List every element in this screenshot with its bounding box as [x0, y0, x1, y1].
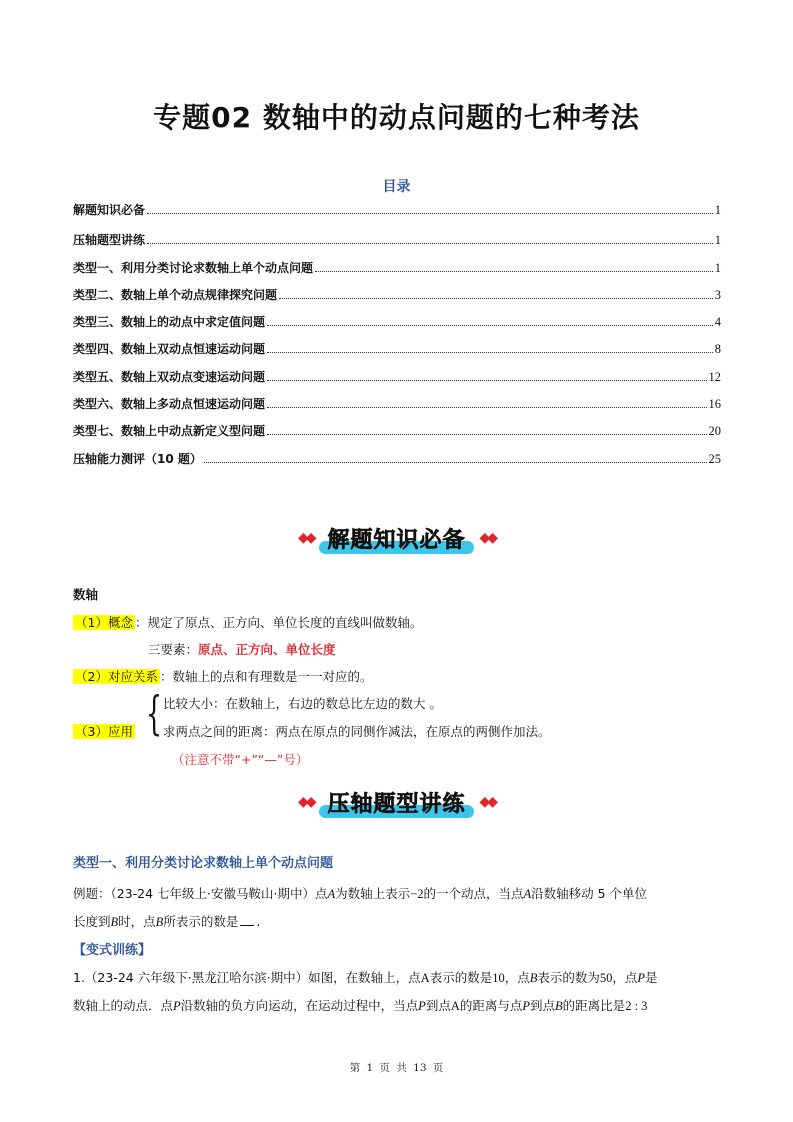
brace-icon: { [146, 686, 163, 740]
text-fragment: 所表示的数是 [163, 914, 239, 929]
elements-value: 原点、正方向、单位长度 [198, 642, 336, 657]
elements-prefix: 三要素： [148, 642, 199, 657]
toc-heading: 目录 [382, 179, 411, 195]
text-fragment: 时，点 [118, 914, 156, 929]
toc-leader-dots [267, 434, 706, 435]
text-fragment: ，点 [504, 970, 530, 985]
toc-item-label: 压轴能力测评（10 题） [73, 452, 202, 466]
section-banner-practice [0, 782, 793, 822]
text-fragment: 到点 [425, 998, 451, 1013]
toc-item-type1[interactable] [73, 258, 721, 276]
text-fragment: 沿数轴移动 5 个单位 [531, 886, 648, 901]
diamond-icon: ◆◆ [479, 794, 496, 810]
text-fragment: 数轴上的动点．点 [73, 998, 174, 1013]
toc-item-label: 类型四、数轴上双动点恒速运动问题 [73, 342, 266, 356]
text-fragment: 表示的数为 [537, 970, 600, 985]
diamond-icon: ◆◆ [479, 530, 496, 546]
toc-item-type5[interactable] [73, 367, 721, 385]
math-var: A [327, 887, 336, 901]
text-fragment: 1.（23-24 六年级下·黑龙江哈尔滨·期中）如图，在数轴上，点 [73, 970, 421, 985]
toc-item-page: 8 [714, 342, 721, 356]
toc-item-page: 1 [714, 203, 721, 217]
math-ratio: 2 : 3 [625, 999, 648, 1013]
toc-item-practice[interactable] [73, 230, 721, 248]
diamond-icon: ◆◆ [297, 530, 314, 546]
page-title: 专题02 数轴中的动点问题的七种考法 [153, 101, 640, 134]
toc-item-label: 类型三、数轴上的动点中求定值问题 [73, 315, 266, 329]
toc-item-page: 1 [714, 261, 721, 275]
relation-text: ：数轴上的点和有理数是一一对应的。 [159, 669, 373, 684]
math-var: B [110, 915, 119, 929]
toc-leader-dots [267, 407, 706, 408]
toc-item-page: 1 [714, 233, 721, 247]
toc-item-label: 类型一、利用分类讨论求数轴上单个动点问题 [73, 261, 314, 275]
concept-text: ：规定了原点、正方向、单位长度的直线叫做数轴。 [134, 615, 423, 630]
text-fragment: 的距离比是 [562, 998, 626, 1013]
banner-box [321, 787, 471, 818]
toc-item-label: 解题知识必备 [73, 203, 146, 217]
text-fragment: ，点 [612, 970, 638, 985]
text-fragment: 为数轴上表示 [335, 886, 411, 901]
toc-leader-dots [267, 352, 713, 353]
app-line-distance: 求两点之间的距离：两点在原点的同侧作减法，在原点的两侧作加法。 [163, 724, 551, 739]
text-fragment: 表示的数是 [429, 970, 493, 985]
app-tag-line [73, 722, 135, 740]
toc-item-assessment[interactable] [73, 449, 721, 467]
toc-item-page: 25 [708, 452, 721, 466]
type1-heading: 类型一、利用分类讨论求数轴上单个动点问题 [73, 856, 334, 871]
text-fragment: 的一个动点，当点 [423, 886, 524, 901]
app-note: （注意不带“+”“—”号） [172, 752, 309, 767]
toc-leader-dots [267, 380, 706, 381]
app-tag: （3）应用 [75, 724, 133, 739]
toc-item-type6[interactable] [73, 394, 721, 412]
math-var: A [420, 971, 430, 985]
toc-leader-dots [147, 243, 713, 244]
toc-leader-dots [147, 213, 713, 214]
math-var: P [637, 971, 646, 985]
banner-box [321, 523, 471, 554]
math-var: P [522, 999, 531, 1013]
relation-tag: （2）对应关系 [75, 669, 158, 684]
question1-line-2 [73, 996, 647, 1014]
toc-leader-dots [315, 271, 713, 272]
toc-item-type2[interactable] [73, 285, 721, 303]
math-number: 50 [599, 971, 613, 985]
app-line-compare: 比较大小：在数轴上，右边的数总比左边的数大 。 [163, 696, 442, 711]
diamond-icon: ◆◆ [297, 794, 314, 810]
text-fragment: 是 [645, 970, 658, 985]
toc-item-type4[interactable] [73, 339, 721, 357]
math-var: P [418, 999, 426, 1013]
concept-tag: （1）概念 [75, 615, 133, 630]
answer-blank[interactable] [240, 913, 254, 926]
text-fragment: 的距离与点 [459, 998, 523, 1013]
toc-item-label: 类型六、数轴上多动点恒速运动问题 [73, 397, 266, 411]
toc-item-type3[interactable] [73, 312, 721, 330]
math-var: B [155, 915, 164, 929]
toc-leader-dots [204, 462, 707, 463]
math-var: B [555, 999, 563, 1013]
example-line-1 [73, 884, 647, 902]
math-var: A [523, 887, 532, 901]
toc-item-page: 4 [714, 315, 721, 329]
toc-item-label: 类型二、数轴上单个动点规律探究问题 [73, 288, 278, 302]
question1-line-1 [73, 968, 658, 986]
example-line-2 [73, 912, 260, 930]
toc-item-page: 16 [708, 397, 721, 411]
math-var: P [173, 999, 181, 1013]
section-banner-knowledge [0, 518, 793, 558]
toc-item-label: 类型七、数轴上中动点新定义型问题 [73, 424, 266, 438]
concept-line [73, 613, 422, 631]
toc-item-knowledge[interactable] [73, 200, 721, 218]
math-number: −2 [410, 887, 424, 901]
text-fragment: 长度到 [73, 914, 111, 929]
text-fragment: 沿数轴的负方向运动，在运动过程中，当点 [180, 998, 419, 1013]
math-var: A [450, 999, 460, 1013]
toc-item-type7[interactable] [73, 421, 721, 439]
page-footer: 第 1 页 共 13 页 [349, 1062, 444, 1074]
banner-title: 压轴题型讲练 [327, 791, 466, 817]
toc-item-label: 类型五、数轴上双动点变速运动问题 [73, 370, 266, 384]
text-fragment: 到点 [530, 998, 556, 1013]
banner-title: 解题知识必备 [327, 527, 466, 553]
relation-line [73, 667, 372, 685]
elements-line [148, 640, 336, 658]
toc-item-label: 压轴题型讲练 [73, 233, 146, 247]
toc-leader-dots [279, 298, 713, 299]
text-fragment: . [256, 914, 261, 929]
toc-item-page: 20 [708, 424, 721, 438]
knowledge-heading: 数轴 [73, 587, 99, 602]
toc-leader-dots [267, 325, 713, 326]
variant-label: 【变式训练】 [73, 943, 152, 958]
text-fragment: 例题：（23-24 七年级上·安徽马鞍山·期中）点 [73, 886, 328, 901]
math-var: B [529, 971, 538, 985]
toc-item-page: 3 [714, 288, 721, 302]
toc-item-page: 12 [708, 370, 721, 384]
math-number: 10 [492, 971, 505, 985]
